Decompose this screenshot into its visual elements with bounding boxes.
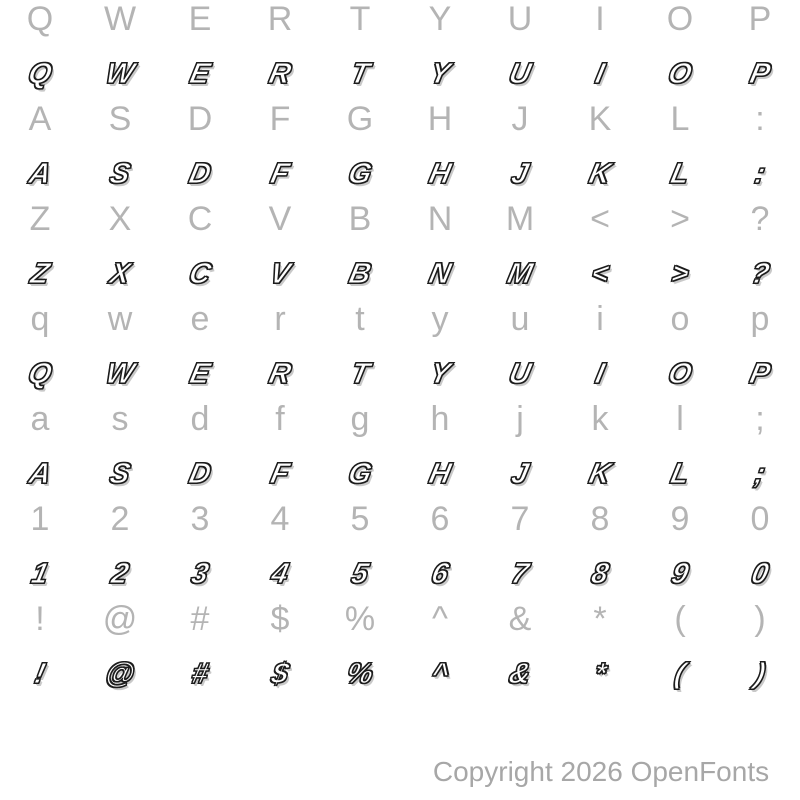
reference-glyph: A — [28, 100, 52, 138]
copyright-text: Copyright 2026 OpenFonts — [432, 756, 770, 787]
styled-glyph: W — [102, 358, 138, 390]
glyph-row-pair — [0, 0, 800, 100]
styled-glyph: E — [186, 358, 214, 390]
styled-glyph: H — [426, 458, 454, 490]
reference-glyph: y — [431, 300, 449, 338]
reference-glyph: > — [670, 200, 690, 238]
styled-glyph: O — [665, 58, 695, 90]
styled-glyph: I — [592, 358, 608, 390]
reference-glyph: f — [275, 400, 285, 438]
styled-glyph: ) — [751, 658, 769, 690]
reference-glyph: : — [755, 100, 765, 138]
styled-glyph: D — [186, 158, 214, 190]
styled-glyph: B — [346, 258, 374, 290]
styled-glyph: F — [267, 458, 293, 490]
styled-glyph: O — [665, 358, 695, 390]
reference-glyph: e — [190, 300, 210, 338]
reference-row — [0, 600, 800, 638]
styled-glyph: N — [426, 258, 454, 290]
reference-row — [0, 400, 800, 438]
reference-glyph: w — [107, 300, 133, 338]
reference-glyph: 8 — [590, 500, 610, 538]
glyph-row-pair — [0, 600, 800, 700]
reference-glyph: 5 — [350, 500, 370, 538]
glyph-row-pair — [0, 500, 800, 600]
styled-glyph: E — [186, 58, 214, 90]
styled-glyph: 7 — [508, 558, 532, 590]
reference-glyph: Q — [26, 0, 54, 38]
styled-glyph: L — [667, 158, 693, 190]
styled-glyph: 1 — [28, 558, 52, 590]
styled-glyph: # — [188, 658, 212, 690]
styled-glyph: ^ — [428, 658, 452, 690]
reference-glyph: 6 — [430, 500, 450, 538]
reference-glyph: ) — [754, 600, 766, 638]
reference-glyph: & — [508, 600, 532, 638]
styled-glyph: I — [592, 58, 608, 90]
styled-glyph: K — [586, 458, 614, 490]
reference-glyph: D — [187, 100, 213, 138]
styled-glyph: % — [343, 658, 377, 690]
styled-glyph: 3 — [188, 558, 212, 590]
styled-row — [0, 654, 800, 694]
reference-glyph: I — [595, 0, 605, 38]
styled-glyph: S — [106, 158, 134, 190]
reference-glyph: 0 — [750, 500, 770, 538]
styled-glyph: & — [506, 658, 534, 690]
styled-glyph: R — [266, 58, 294, 90]
reference-glyph: S — [108, 100, 132, 138]
styled-glyph: ! — [31, 658, 49, 690]
reference-glyph: r — [274, 300, 286, 338]
styled-row — [0, 354, 800, 394]
styled-glyph: D — [186, 458, 214, 490]
reference-glyph: Y — [428, 0, 452, 38]
styled-glyph: K — [586, 158, 614, 190]
reference-glyph: 1 — [30, 500, 50, 538]
reference-glyph: l — [676, 400, 684, 438]
reference-glyph: M — [505, 200, 535, 238]
styled-glyph: 5 — [348, 558, 372, 590]
reference-glyph: u — [510, 300, 530, 338]
styled-glyph: F — [267, 158, 293, 190]
reference-glyph: t — [355, 300, 365, 338]
reference-glyph: @ — [102, 600, 138, 638]
styled-glyph: M — [504, 258, 536, 290]
reference-glyph: R — [267, 0, 293, 38]
reference-glyph: * — [593, 600, 607, 638]
reference-glyph: % — [344, 600, 376, 638]
reference-glyph: K — [588, 100, 612, 138]
glyph-row-pair — [0, 100, 800, 200]
reference-glyph: ! — [35, 600, 45, 638]
styled-row — [0, 254, 800, 294]
reference-glyph: d — [190, 400, 210, 438]
reference-glyph: o — [670, 300, 690, 338]
styled-row — [0, 554, 800, 594]
styled-glyph: < — [588, 258, 612, 290]
reference-glyph: k — [591, 400, 609, 438]
reference-glyph: J — [511, 100, 529, 138]
styled-glyph: A — [26, 458, 54, 490]
reference-glyph: s — [111, 400, 129, 438]
styled-glyph: @ — [102, 658, 138, 690]
styled-glyph: Q — [25, 358, 55, 390]
styled-glyph: Y — [426, 58, 454, 90]
styled-glyph: Q — [25, 58, 55, 90]
styled-glyph: U — [506, 58, 534, 90]
reference-glyph: O — [666, 0, 694, 38]
reference-glyph: h — [430, 400, 450, 438]
reference-glyph: a — [30, 400, 50, 438]
reference-glyph: # — [190, 600, 210, 638]
reference-glyph: Z — [29, 200, 51, 238]
styled-glyph: 8 — [588, 558, 612, 590]
styled-row — [0, 54, 800, 94]
styled-glyph: W — [102, 58, 138, 90]
reference-glyph: H — [427, 100, 453, 138]
reference-glyph: ? — [750, 200, 770, 238]
styled-row — [0, 454, 800, 494]
reference-glyph: j — [516, 400, 524, 438]
styled-glyph: Y — [426, 358, 454, 390]
reference-glyph: U — [507, 0, 533, 38]
reference-row — [0, 500, 800, 538]
reference-glyph: ^ — [432, 600, 448, 638]
reference-glyph: W — [103, 0, 137, 38]
styled-glyph: R — [266, 358, 294, 390]
glyph-row-pair — [0, 400, 800, 500]
styled-glyph: P — [746, 58, 774, 90]
styled-glyph: L — [667, 458, 693, 490]
styled-glyph: H — [426, 158, 454, 190]
reference-glyph: T — [349, 0, 371, 38]
reference-glyph: $ — [270, 600, 290, 638]
reference-glyph: 7 — [510, 500, 530, 538]
reference-glyph: < — [590, 200, 610, 238]
glyph-row-pair — [0, 200, 800, 300]
styled-glyph: T — [347, 58, 373, 90]
styled-glyph: 0 — [748, 558, 772, 590]
reference-glyph: 4 — [270, 500, 290, 538]
styled-glyph: V — [266, 258, 294, 290]
reference-glyph: g — [350, 400, 370, 438]
styled-glyph: U — [506, 358, 534, 390]
styled-glyph: A — [26, 158, 54, 190]
reference-glyph: C — [187, 200, 213, 238]
styled-glyph: 9 — [668, 558, 692, 590]
styled-glyph: G — [345, 158, 375, 190]
styled-glyph: : — [751, 158, 769, 190]
reference-glyph: E — [188, 0, 212, 38]
styled-glyph: J — [508, 458, 532, 490]
styled-glyph: ; — [751, 458, 769, 490]
styled-glyph: > — [668, 258, 692, 290]
styled-glyph: 2 — [108, 558, 132, 590]
reference-glyph: G — [346, 100, 374, 138]
styled-glyph: 4 — [268, 558, 292, 590]
reference-glyph: q — [30, 300, 50, 338]
reference-glyph: B — [348, 200, 372, 238]
styled-glyph: G — [345, 458, 375, 490]
reference-row — [0, 200, 800, 238]
styled-glyph: * — [590, 658, 610, 690]
reference-glyph: V — [268, 200, 292, 238]
reference-glyph: ; — [755, 400, 765, 438]
styled-glyph: X — [106, 258, 134, 290]
reference-glyph: 2 — [110, 500, 130, 538]
reference-glyph: 9 — [670, 500, 690, 538]
styled-glyph: T — [347, 358, 373, 390]
styled-glyph: 6 — [428, 558, 452, 590]
reference-row — [0, 100, 800, 138]
reference-row — [0, 300, 800, 338]
reference-glyph: X — [108, 200, 132, 238]
styled-glyph: C — [186, 258, 214, 290]
styled-row — [0, 154, 800, 194]
glyph-row-pair — [0, 300, 800, 400]
styled-glyph: ( — [671, 658, 689, 690]
styled-glyph: Z — [27, 258, 53, 290]
styled-glyph: $ — [268, 658, 292, 690]
reference-glyph: N — [427, 200, 453, 238]
reference-row — [0, 0, 800, 38]
styled-glyph: ? — [747, 258, 773, 290]
styled-glyph: J — [508, 158, 532, 190]
reference-glyph: i — [596, 300, 604, 338]
styled-glyph: P — [746, 358, 774, 390]
reference-glyph: 3 — [190, 500, 210, 538]
reference-glyph: P — [748, 0, 772, 38]
reference-glyph: ( — [674, 600, 686, 638]
reference-glyph: p — [750, 300, 770, 338]
styled-glyph: S — [106, 458, 134, 490]
reference-glyph: F — [269, 100, 291, 138]
reference-glyph: L — [670, 100, 690, 138]
